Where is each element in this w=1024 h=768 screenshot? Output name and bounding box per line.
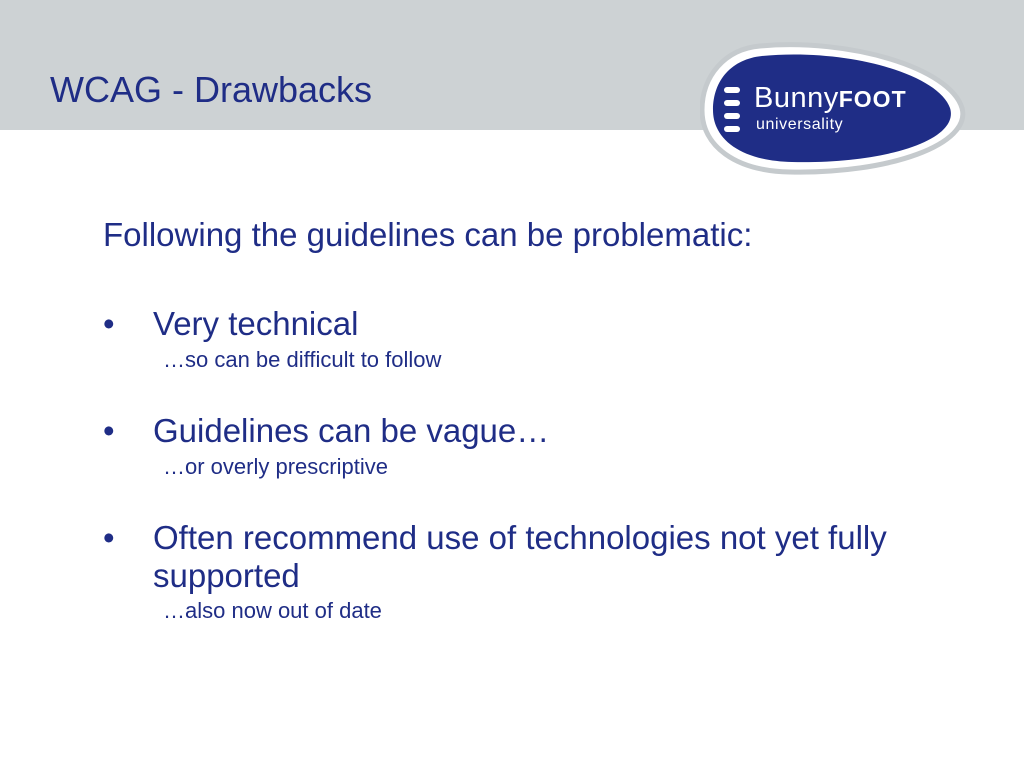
bullet-text: Very technical <box>153 305 359 342</box>
logo-tagline: universality <box>756 116 844 133</box>
bullet-marker: • <box>103 519 115 556</box>
bullet-note: …also now out of date <box>163 598 382 623</box>
intro-text: Following the guidelines can be problematic: <box>103 216 753 253</box>
bullet-note: …so can be difficult to follow <box>163 347 442 372</box>
bullet-note: …or overly prescriptive <box>163 454 388 479</box>
bullet-marker: • <box>103 305 115 342</box>
bullet-marker: • <box>103 412 115 449</box>
slide-title: WCAG - Drawbacks <box>50 69 373 110</box>
bullet-text: Often recommend use of technologies not yet fully supported <box>153 519 887 594</box>
bullet-text: Guidelines can be vague… <box>153 412 550 449</box>
logo-wordmark-second: FOOT <box>838 86 907 112</box>
logo-wordmark-first: Bunny <box>754 82 839 114</box>
